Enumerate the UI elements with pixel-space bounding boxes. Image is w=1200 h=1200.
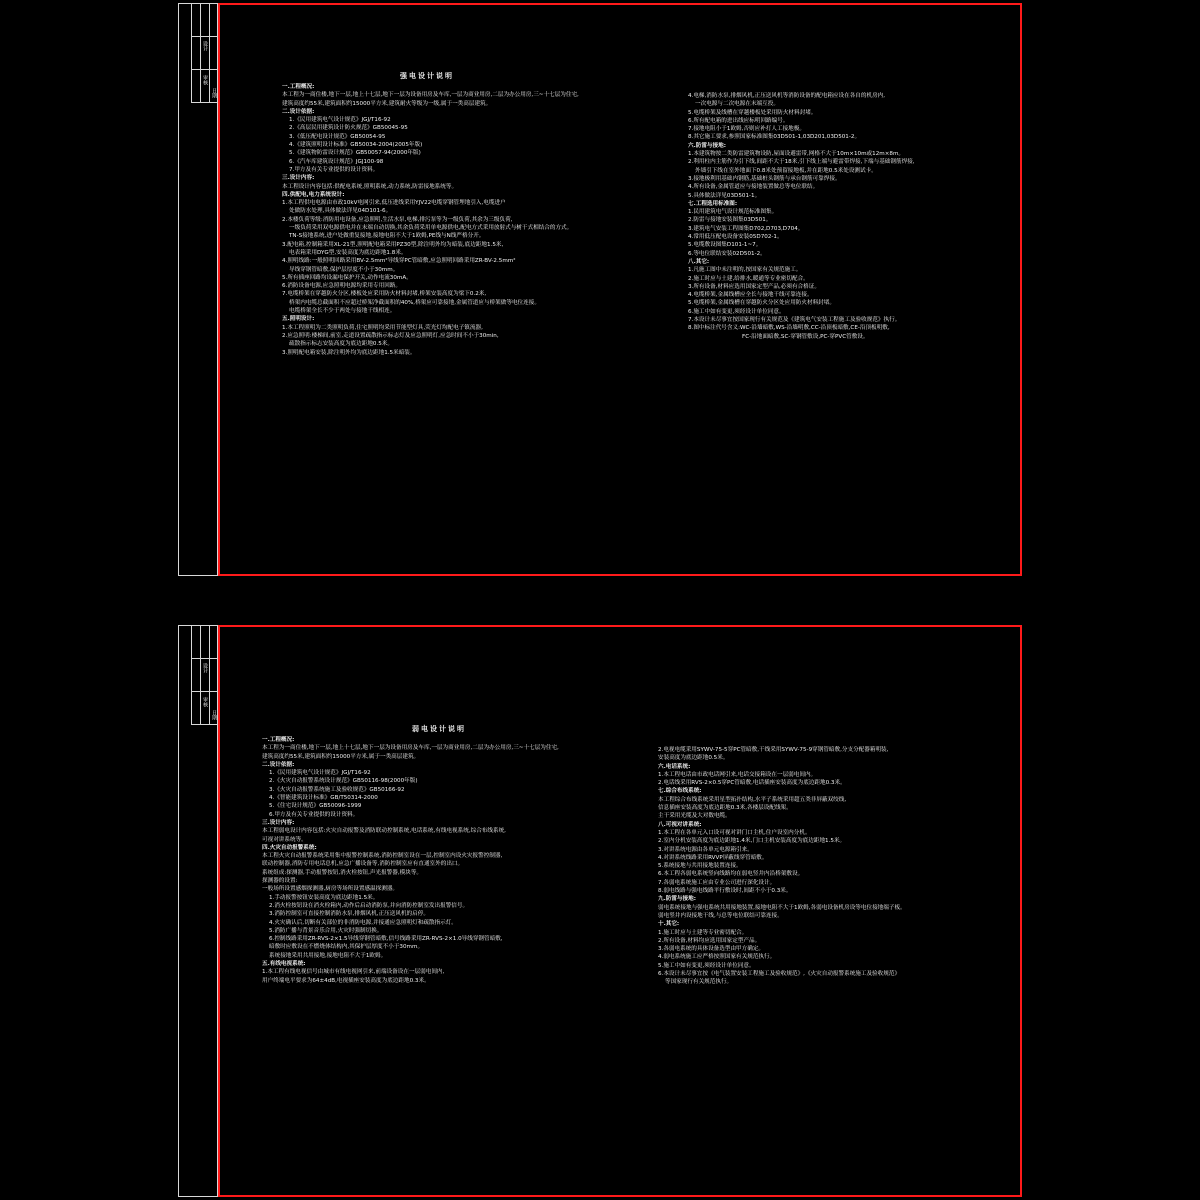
section-heading: 二.设计依据:	[262, 761, 295, 768]
note-line: 安装高度为底边距地0.5米。	[658, 755, 729, 762]
note-line: 3.建筑电气安装工程图集D702,D703,D704。	[688, 225, 804, 232]
note-line: 2.利用柱内主筋作为引下线,间距不大于18米,引下线上端与避雷带焊接,下端与基础钢筋焊接,	[688, 159, 915, 166]
note-line: 用户终端电平要求为64±4dB,电视插座安装高度为底边距地0.3米。	[262, 977, 430, 984]
note-line: 1.本工程供电电源由市政10kV电网引来,低压进线采用YJV22电缆穿钢管埋地引入,电缆进户	[282, 200, 506, 207]
note-line: 4.电缆桥架,金属线槽应全长与接地干线可靠连接。	[688, 292, 813, 299]
note-line: 8.图中标注代号含义:WC-沿墙暗敷,WS-沿墙明敷,CC-沿顶板暗敷,CE-沿顶板明敷,	[688, 325, 890, 332]
note-line: 本工程弱电设计内容包括:火灾自动报警及消防联动控制系统,电话系统,有线电视系统,综合布线系统,	[262, 828, 506, 835]
note-line: 6.本设计未尽事宜按《电气装置安装工程施工及验收规范》,《火灾自动报警系统施工及验收规范》	[658, 971, 901, 978]
note-line: 电缆桥架全长不少于两处与接地干线相连。	[289, 308, 396, 315]
note-line: 1.民用建筑电气设计规范标准图集。	[688, 209, 778, 216]
section-heading: 三.设计内容:	[262, 819, 295, 826]
notes-column-right	[658, 746, 998, 987]
note-line: 2.所有设备,材料均应选用国家定型产品。	[658, 937, 761, 944]
note-line: 本工程为一商住楼,地下一层,地上十七层,地下一层为设备用房及车库,一层为商业用房,二层为办公用房,三~十七层为住宅,	[262, 745, 559, 752]
note-line: 2.防雷与接地安装图集03D501。	[688, 217, 772, 224]
note-line: 2.室内分机安装高度为底边距地1.4米,门口主机安装高度为底边距地1.5米。	[658, 838, 846, 845]
note-line: 6.消防设备电源,应急照明电源均采用专用回路。	[282, 283, 401, 290]
note-line: 2.应急照明:楼梯间,前室,走道设置疏散指示标志灯及应急照明灯,应急时间不小于30min,	[282, 332, 499, 339]
section-heading: 一.工程概况:	[262, 737, 295, 743]
signature-block	[178, 3, 218, 103]
note-line: TN-S接地系统,进户处做重复接地,接地电阻不大于1欧姆,PE线与N线严格分开。	[289, 233, 485, 240]
note-line: 6.所有配电箱的进出线应标明回路编号。	[688, 117, 789, 124]
note-line: 5.具体做法详见03D501-1。	[688, 192, 761, 199]
strip-label: 审核	[202, 697, 208, 707]
note-line: 6.施工中如有变更,须经设计单位同意。	[688, 308, 785, 315]
note-line: 4.对讲系统线路采用RVVP屏蔽线穿管暗敷。	[658, 854, 768, 861]
section-heading: 七.工程选用标准图:	[688, 200, 738, 207]
section-heading: 六.电话系统:	[658, 763, 691, 770]
note-line: 6.等电位联结安装02D501-2。	[688, 250, 766, 257]
note-line: 系统接地采用共用接地,接地电阻不大于1欧姆。	[269, 952, 387, 959]
note-line: 暗敷时应敷设在不燃烧体结构内,其保护层厚度不小于30mm。	[269, 944, 424, 951]
note-line: 4.《建筑照明设计标准》GB50034-2004(2005年版)	[289, 142, 423, 149]
note-line: 3.所有设备,材料应选用国家定型产品,必须有合格证。	[688, 283, 820, 290]
note-line: 4.照明线路:一般照明回路采用BV-2.5mm²导线穿PC管暗敷,应急照明回路采用ZR-BV-2.5mm²	[282, 258, 516, 265]
note-line: 5.电缆桥架,金属线槽在穿越防火分区处应用防火材料封堵。	[688, 300, 835, 307]
note-line: 7.各弱电系统施工应由专业公司进行深化设计。	[658, 879, 776, 886]
section-heading: 七.综合布线系统:	[658, 788, 702, 795]
note-line: 4.电梯,消防水泵,排烟风机,正压送风机等消防设备的配电箱应设在各自的机房内,	[688, 93, 886, 99]
note-line: 1.凡施工图中未注明的,按国家有关规范施工。	[688, 267, 802, 274]
section-heading: 八.其它:	[688, 258, 710, 265]
note-line: 7.甲方及有关专业提供的设计资料。	[289, 166, 379, 173]
note-line: 本工程火灾自动报警系统采用集中报警控制系统,消防控制室设在一层,控制室内设火灾报警控制器,	[262, 853, 503, 860]
note-line: 联动控制器,消防专用电话总机,应急广播设备等,消防控制室应有直通室外的出口。	[262, 861, 464, 868]
note-line: 5.电缆敷设图集D101-1~7。	[688, 242, 762, 249]
note-line: 导线穿钢管暗敷,保护层厚度不小于30mm。	[289, 266, 399, 273]
note-line: 系统组成:探测器,手动报警按钮,消火栓按钮,声光报警器,模块等。	[262, 869, 423, 876]
section-heading: 六.防雷与接地:	[688, 142, 726, 149]
section-heading: 三.设计内容:	[282, 175, 315, 182]
notes-column-right	[688, 92, 1008, 341]
title-strip	[178, 625, 218, 1197]
note-line: 主干采用光缆及大对数电缆。	[658, 813, 731, 820]
strip-label: 设计	[202, 41, 208, 51]
note-line: 5.所有插座回路均设漏电保护开关,动作电流30mA。	[282, 274, 412, 281]
signature-block	[178, 625, 218, 725]
note-line: 1.施工时应与土建等专业密切配合。	[658, 929, 748, 936]
notes-column-left	[282, 83, 687, 357]
section-heading: 五.照明设计:	[282, 316, 315, 323]
sheet-low-voltage-design-notes	[178, 625, 1022, 1197]
section-heading: 一.工程概况:	[282, 84, 315, 90]
note-line: 一般场所设置感烟探测器,厨房等场所设置感温探测器。	[262, 886, 399, 893]
note-line: 4.火灾确认后,切断有关部位的非消防电源,并接通应急照明灯和疏散指示灯。	[269, 919, 457, 926]
note-line: 弱电竖井内设接地干线,与总等电位联结可靠连接。	[658, 912, 783, 919]
note-line: 6.控制线路采用ZR-RVS-2×1.5导线穿钢管暗敷,信号线路采用ZR-RVS-2×1.0导线穿钢管暗敷,	[269, 936, 503, 943]
note-line: 等国家现行有关规范执行。	[665, 979, 733, 986]
note-line: 建筑高度约55米,建筑面积约15000平方米,属于一类高层建筑。	[262, 753, 420, 760]
note-line: 7.电缆桥架在穿越防火分区,楼板处应采用防火材料封堵,桥架安装高度为梁下0.2米,	[282, 291, 487, 298]
notes-column-left	[262, 736, 657, 985]
note-line: 本工程设计内容包括:供配电系统,照明系统,动力系统,防雷接地系统等。	[282, 183, 458, 190]
note-line: 3.对讲系统电源由各单元电源箱引来。	[658, 846, 753, 853]
note-line: 7.接地电阻小于1欧姆,否则应补打人工接地极。	[688, 126, 805, 133]
note-line: 可视对讲系统等。	[262, 836, 307, 843]
note-line: 1.本工程照明为二类照明负荷,住宅照明均采用节能型灯具,荧光灯均配电子镇流器,	[282, 324, 483, 331]
note-line: 2.施工时应与土建,给排水,暖通等专业密切配合。	[688, 275, 809, 282]
note-line: 3.《低压配电设计规范》GB50054-95	[289, 133, 386, 140]
note-line: 5.《建筑物防雷设计规范》GB50057-94(2000年版)	[289, 150, 421, 157]
title-strip	[178, 3, 218, 576]
section-heading: 四.火灾自动报警系统:	[262, 844, 317, 851]
note-line: 2.《高层民用建筑设计防火规范》GB50045-95	[289, 125, 408, 132]
note-line: 6.甲方及有关专业提供的设计资料。	[269, 811, 359, 818]
note-line: 1.本建筑物按二类防雷建筑物设防,屋面设避雷带,网格不大于10m×10m或12m×8m。	[688, 151, 905, 158]
note-line: 1.本工程有线电视信号由城市有线电视网引来,前端设备设在一层弱电间内,	[262, 969, 445, 976]
sheet-title: 强电设计说明	[400, 72, 454, 80]
note-line: 一次电源与二次电源在末端互投。	[695, 101, 779, 108]
note-line: 2.本楼负荷等级:消防用电设备,应急照明,生活水泵,电梯,排污泵等为一级负荷,其余为三级负荷,	[282, 216, 513, 223]
section-heading: 五.有线电视系统:	[262, 961, 306, 968]
note-line: 6.本工程各弱电系统竖向线路均在弱电竖井内沿桥架敷设。	[658, 871, 804, 878]
note-line: 7.本设计未尽事宜按国家现行有关规范及《建筑电气安装工程施工及验收规范》执行。	[688, 317, 901, 324]
note-line: 3.各弱电系统的具体设备选型由甲方确定。	[658, 946, 765, 953]
strip-label: 日期	[211, 88, 217, 98]
note-line: 疏散指示标志安装高度为底边距地0.5米。	[289, 341, 393, 348]
note-line: 5.施工中如有变更,须经设计单位同意。	[658, 962, 755, 969]
note-line: FC-沿地面暗敷,SC-穿钢管敷设,PC-穿PVC管敷设。	[742, 333, 869, 340]
note-line: 2.电视电缆采用SYWV-75-5穿PC管暗敷,干线采用SYWV-75-9穿钢管暗敷,分支分配器箱明装,	[658, 747, 889, 753]
strip-label: 设计	[202, 663, 208, 673]
note-line: 6.《汽车库建筑设计规范》JGJ100-98	[289, 158, 384, 165]
note-line: 4.《智能建筑设计标准》GB/T50314-2000	[269, 795, 378, 802]
note-line: 本工程为一商住楼,地下一层,地上十七层,地下一层为设备用房及车库,一层为商业用房,二层为办公用房,三~十七层为住宅,	[282, 92, 579, 99]
note-line: 3.接地极利用基础内钢筋,基础桩头钢筋与承台钢筋可靠焊接。	[688, 175, 841, 182]
note-line: 3.配电箱,控制箱采用XL-21型,照明配电箱采用PZ30型,除注明外均为暗装,底边距地1.5米,	[282, 241, 504, 248]
section-heading: 八.可视对讲系统:	[658, 821, 702, 828]
note-line: 一级负荷采用双电源供电并在末端自动切换,其余负荷采用单电源供电,配电方式采用放射式与树干式相结合的方式。	[289, 225, 573, 232]
note-line: 电表箱采用DYG型,安装高度为底边距地1.8米。	[289, 249, 407, 256]
note-line: 本工程综合布线系统采用星型拓扑结构,水平子系统采用超五类非屏蔽双绞线,	[658, 796, 847, 803]
sheet-power-design-notes	[178, 3, 1022, 576]
note-line: 5.消防广播与背景音乐合用,火灾时强制切换。	[269, 927, 383, 934]
note-line: 4.弱电系统施工应严格按照国家有关规范执行。	[658, 954, 776, 961]
section-heading: 二.设计依据:	[282, 108, 315, 115]
note-line: 2.消火栓按钮设在消火栓箱内,动作后启动消防泵,并向消防控制室发出报警信号。	[269, 902, 469, 909]
note-line: 5.《住宅设计规范》GB50096-1999	[269, 803, 362, 810]
note-line: 3.《火灾自动报警系统施工及验收规范》GB50166-92	[269, 786, 405, 793]
note-line: 4.常用低压配电设备安装05D702-1。	[688, 234, 783, 241]
note-line: 探测器的设置:	[262, 878, 298, 885]
note-line: 3.消防控制室可直接控制消防水泵,排烟风机,正压送风机的启停。	[269, 911, 429, 918]
section-heading: 四.供配电,电力系统设计:	[282, 191, 345, 198]
note-line: 5.电缆桥架及线槽在穿越楼板处采用防火材料封堵。	[688, 109, 817, 116]
note-line: 外墙引下线在室外地面下0.8米处预留接地板,并在距地0.5米处设测试卡。	[695, 167, 877, 174]
strip-label: 审核	[202, 75, 208, 85]
note-line: 弱电系统接地与强电系统共用接地装置,接地电阻不大于1欧姆,各弱电设备机房设等电位接地端子板。	[658, 904, 906, 911]
note-line: 建筑高度约55米,建筑面积约15000平方米,建筑耐火等级为一级,属于一类高层建筑。	[282, 100, 492, 107]
note-line: 1.本工程在各单元入口设可视对讲门口主机,住户设室内分机。	[658, 829, 811, 836]
note-line: 处做防水处理,具体做法详见04D101-6。	[289, 208, 392, 215]
note-line: 1.《民用建筑电气设计规范》JGJ/T16-92	[269, 770, 371, 777]
note-line: 1.本工程电话由市政电话网引来,电话交接箱设在一层弱电间内。	[658, 771, 817, 778]
note-line: 4.所有设备,金属管道应与接地装置做总等电位联结。	[688, 184, 819, 191]
note-line: 2.《火灾自动报警系统设计规范》GB50116-98(2000年版)	[269, 778, 418, 785]
section-heading: 十.其它:	[658, 921, 680, 928]
strip-label: 日期	[211, 710, 217, 720]
note-line: 信息插座安装高度为底边距地0.3米,各楼层设配线架。	[658, 805, 792, 812]
section-heading: 九.防雷与接地:	[658, 896, 696, 903]
note-line: 桥架内电缆总截面积不应超过桥架净截面积的40%,桥架应可靠接地,金属管道应与桥架做等电位连接。	[289, 299, 540, 306]
note-line: 8.弱电线路与强电线路平行敷设时,间距不小于0.3米。	[658, 888, 792, 895]
note-line: 1.《民用建筑电气设计规范》JGJ/T16-92	[289, 117, 391, 124]
note-line: 2.电话线采用RVS-2×0.5穿PC管暗敷,电话插座安装高度为底边距地0.3米。	[658, 780, 846, 787]
sheet-title: 弱电设计说明	[412, 725, 466, 733]
note-line: 5.系统接地与共用接地装置连接。	[658, 863, 742, 870]
note-line: 3.照明配电箱安装,除注明外均为底边距地1.5米暗装。	[282, 349, 416, 356]
note-line: 1.手动报警按钮安装高度为底边距地1.5米。	[269, 894, 379, 901]
note-line: 8.其它施工要求,参照国家标准图集03D501-1,03D201,03D501-2。	[688, 134, 861, 141]
